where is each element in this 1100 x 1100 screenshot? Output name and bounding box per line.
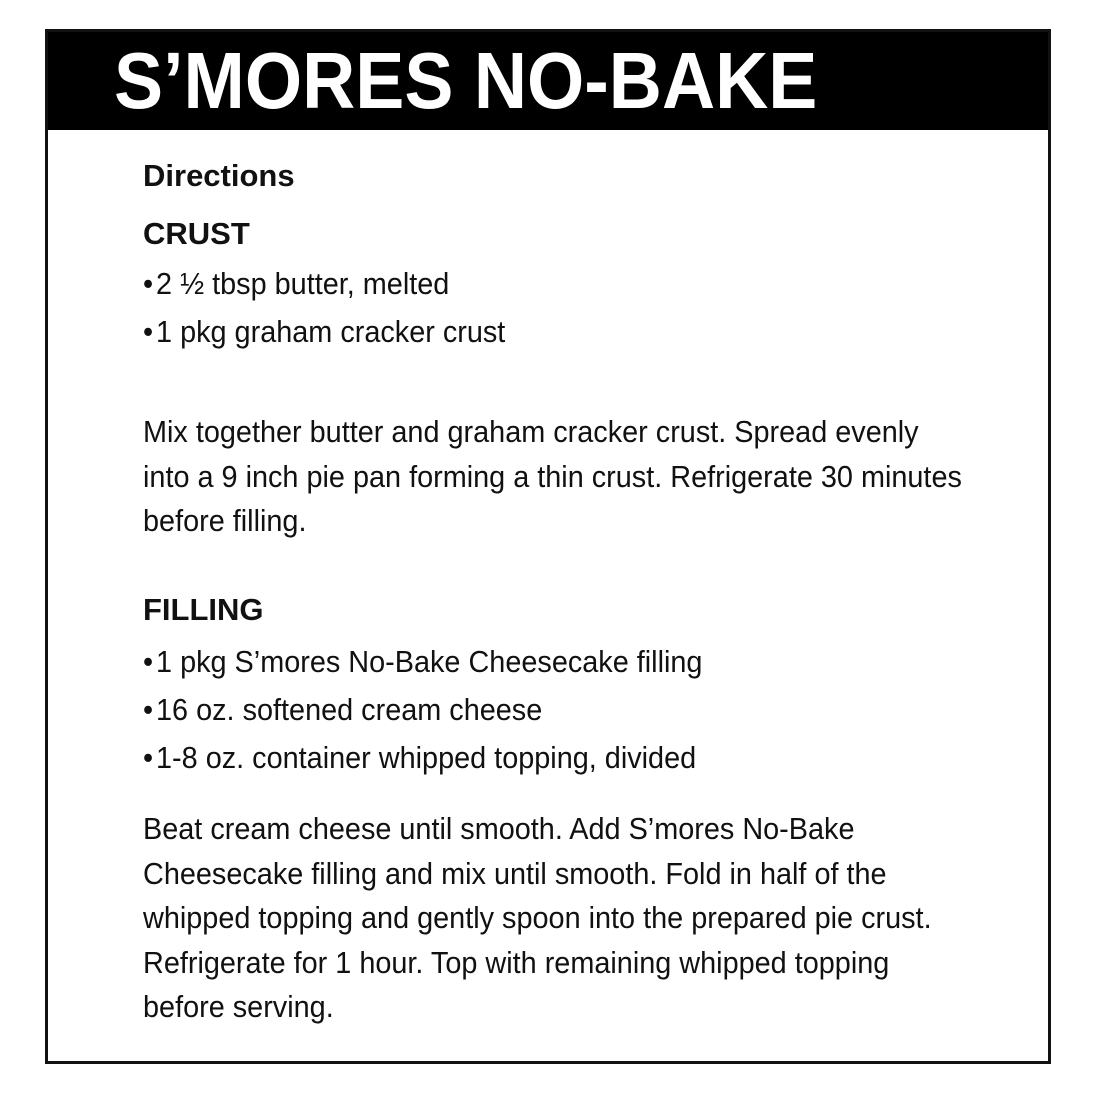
filling-instructions-line: Beat cream cheese until smooth. Add S’mores No-Bake <box>143 811 855 846</box>
crust-ingredient-list <box>143 260 533 356</box>
title-bar <box>48 32 1048 130</box>
filling-instructions-line: whipped topping and gently spoon into the prepared pie crust. <box>143 900 932 935</box>
directions-label: Directions <box>143 158 295 193</box>
bullet-glyph: • <box>143 266 154 301</box>
bullet-glyph: • <box>143 644 154 679</box>
crust-instructions <box>143 410 980 544</box>
filling-ingredient-text: 16 oz. softened cream cheese <box>156 692 543 727</box>
crust-ingredient-item <box>143 308 505 356</box>
bullet-glyph: • <box>143 314 154 349</box>
crust-heading: CRUST <box>143 216 250 251</box>
bullet-glyph: • <box>143 692 154 727</box>
filling-instructions <box>143 807 980 1030</box>
filling-instructions-line: Refrigerate for 1 hour. Top with remaining whipped topping <box>143 944 890 980</box>
filling-instructions-line: Cheesecake filling and mix until smooth. Fold in half of the <box>143 855 887 891</box>
filling-heading: FILLING <box>143 592 264 627</box>
filling-ingredient-item <box>143 734 702 782</box>
filling-ingredient-item <box>143 638 702 686</box>
recipe-title: S’MORES NO-BAKE <box>114 36 818 125</box>
filling-ingredient-list <box>143 638 745 782</box>
bullet-glyph: • <box>143 740 154 775</box>
crust-ingredient-text: 1 pkg graham cracker crust <box>156 314 506 349</box>
crust-instructions-line: Mix together butter and graham cracker crust. Spread evenly <box>143 414 919 449</box>
crust-instructions-line: into a 9 inch pie pan forming a thin crust. Refrigerate 30 minutes <box>143 458 962 494</box>
recipe-card <box>45 29 1051 1064</box>
crust-ingredient-text: 2 ½ tbsp butter, melted <box>156 266 450 301</box>
filling-instructions-line: before serving. <box>143 989 334 1024</box>
crust-ingredient-item <box>143 260 505 308</box>
filling-ingredient-text: 1-8 oz. container whipped topping, divided <box>156 740 697 775</box>
filling-ingredient-text: 1 pkg S’mores No-Bake Cheesecake filling <box>156 644 703 679</box>
filling-ingredient-item <box>143 686 702 734</box>
crust-instructions-line: before filling. <box>143 503 307 538</box>
